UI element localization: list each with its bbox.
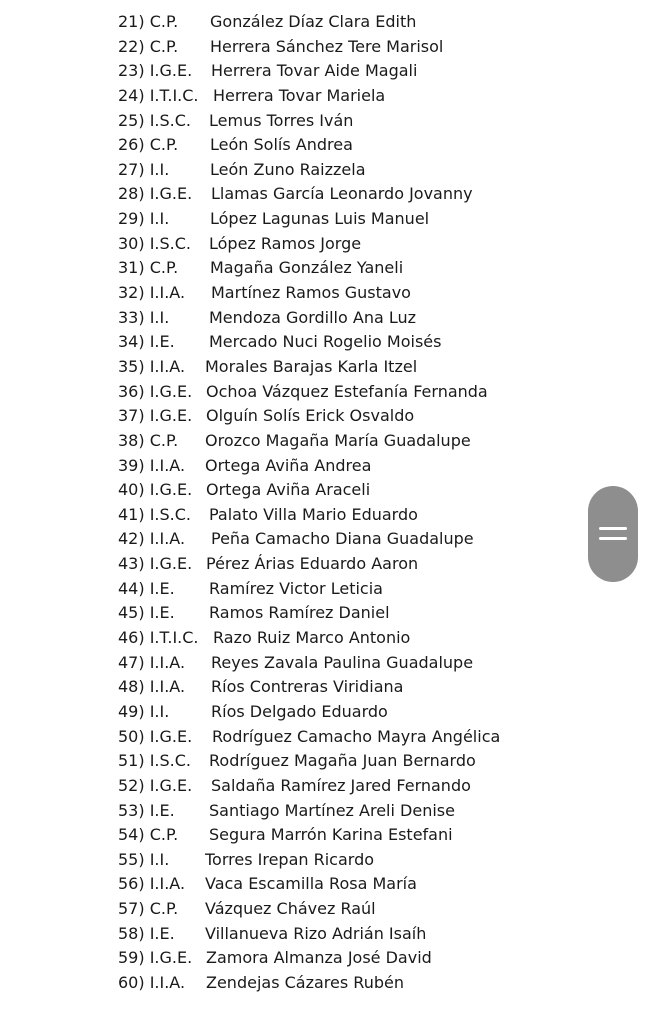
list-item — [0, 601, 646, 626]
entry-label: 27) I.I. — [118, 159, 170, 179]
entry-name: Ochoa Vázquez Estefanía Fernanda — [206, 381, 488, 401]
entry-label: 33) I.I. — [118, 307, 170, 327]
entry-label: 22) C.P. — [118, 36, 179, 56]
entry-label: 25) I.S.C. — [118, 110, 191, 130]
list-item — [0, 281, 646, 306]
entry-label: 28) I.G.E. — [118, 184, 193, 204]
list-item — [0, 503, 646, 528]
list-item — [0, 355, 646, 380]
entry-name: Pérez Árias Eduardo Aaron — [206, 554, 419, 574]
entry-label: 26) C.P. — [118, 135, 179, 155]
list-item — [0, 380, 646, 405]
entry-name: Martínez Ramos Gustavo — [211, 283, 411, 303]
list-item — [0, 897, 646, 922]
entry-label: 54) C.P. — [118, 825, 179, 845]
list-item — [0, 232, 646, 257]
entry-label: 45) I.E. — [118, 603, 175, 623]
list-item — [0, 700, 646, 725]
list-item — [0, 848, 646, 873]
entry-name: Saldaña Ramírez Jared Fernando — [211, 775, 471, 795]
entry-label: 34) I.E. — [118, 332, 175, 352]
entry-name: Llamas García Leonardo Jovanny — [211, 184, 473, 204]
list-item — [0, 774, 646, 799]
entry-label: 50) I.G.E. — [118, 726, 193, 746]
list-item — [0, 799, 646, 824]
entry-name: Orozco Magaña María Guadalupe — [205, 430, 471, 450]
list-item — [0, 133, 646, 158]
list-item — [0, 922, 646, 947]
scroll-handle[interactable] — [588, 486, 638, 582]
entry-label: 46) I.T.I.C. — [118, 628, 199, 648]
entry-name: Peña Camacho Diana Guadalupe — [211, 529, 474, 549]
entry-name: León Solís Andrea — [210, 135, 353, 155]
entry-label: 53) I.E. — [118, 800, 175, 820]
list-item — [0, 429, 646, 454]
list-item — [0, 749, 646, 774]
entry-label: 29) I.I. — [118, 209, 170, 229]
entry-name: Ortega Aviña Andrea — [205, 455, 372, 475]
list-item — [0, 626, 646, 651]
list-item — [0, 651, 646, 676]
entry-name: Razo Ruiz Marco Antonio — [213, 628, 411, 648]
entry-label: 44) I.E. — [118, 578, 175, 598]
list-item — [0, 454, 646, 479]
entry-label: 36) I.G.E. — [118, 381, 193, 401]
list-item — [0, 823, 646, 848]
entry-name: López Ramos Jorge — [209, 233, 362, 253]
entry-label: 24) I.T.I.C. — [118, 85, 199, 105]
entry-name: Palato Villa Mario Eduardo — [209, 504, 418, 524]
entry-label: 51) I.S.C. — [118, 751, 191, 771]
entry-label: 31) C.P. — [118, 258, 179, 278]
entry-name: Ramos Ramírez Daniel — [209, 603, 390, 623]
list-item — [0, 552, 646, 577]
entry-name: Reyes Zavala Paulina Guadalupe — [211, 652, 474, 672]
entry-label: 59) I.G.E. — [118, 948, 193, 968]
entry-name: Torres Irepan Ricardo — [205, 849, 375, 869]
entry-label: 42) I.I.A. — [118, 529, 186, 549]
list-item — [0, 35, 646, 60]
entry-name: Lemus Torres Iván — [209, 110, 354, 130]
entry-label: 47) I.I.A. — [118, 652, 186, 672]
entry-name: Vaca Escamilla Rosa María — [205, 874, 417, 894]
list-item — [0, 971, 646, 996]
entry-name: Mendoza Gordillo Ana Luz — [209, 307, 417, 327]
list-item — [0, 872, 646, 897]
entry-label: 52) I.G.E. — [118, 775, 193, 795]
student-list — [0, 10, 646, 996]
entry-name: Santiago Martínez Areli Denise — [209, 800, 455, 820]
entry-name: Ramírez Victor Leticia — [209, 578, 383, 598]
list-item — [0, 84, 646, 109]
entry-label: 35) I.I.A. — [118, 356, 186, 376]
entry-label: 30) I.S.C. — [118, 233, 191, 253]
list-item — [0, 109, 646, 134]
entry-label: 41) I.S.C. — [118, 504, 191, 524]
entry-name: Herrera Sánchez Tere Marisol — [210, 36, 444, 56]
entry-label: 48) I.I.A. — [118, 677, 186, 697]
entry-name: Olguín Solís Erick Osvaldo — [206, 406, 415, 426]
entry-name: Rodríguez Magaña Juan Bernardo — [209, 751, 476, 771]
drag-handle-icon — [599, 537, 627, 540]
list-item — [0, 207, 646, 232]
entry-label: 38) C.P. — [118, 430, 179, 450]
entry-name: López Lagunas Luis Manuel — [210, 209, 430, 229]
entry-label: 57) C.P. — [118, 899, 179, 919]
entry-name: Magaña González Yaneli — [210, 258, 404, 278]
list-item — [0, 182, 646, 207]
entry-name: Herrera Tovar Aide Magali — [211, 61, 418, 81]
entry-label: 39) I.I.A. — [118, 455, 186, 475]
entry-label: 56) I.I.A. — [118, 874, 186, 894]
list-item — [0, 725, 646, 750]
list-item — [0, 478, 646, 503]
entry-label: 49) I.I. — [118, 701, 170, 721]
entry-name: Rodríguez Camacho Mayra Angélica — [212, 726, 501, 746]
entry-label: 58) I.E. — [118, 923, 175, 943]
list-item — [0, 330, 646, 355]
entry-name: Morales Barajas Karla Itzel — [205, 356, 418, 376]
entry-name: Vázquez Chávez Raúl — [205, 899, 376, 919]
entry-name: Ríos Delgado Eduardo — [211, 701, 388, 721]
entry-name: León Zuno Raizzela — [210, 159, 366, 179]
entry-name: Herrera Tovar Mariela — [213, 85, 386, 105]
list-item — [0, 256, 646, 281]
entry-name: Segura Marrón Karina Estefani — [209, 825, 453, 845]
list-item — [0, 527, 646, 552]
list-item — [0, 404, 646, 429]
entry-label: 43) I.G.E. — [118, 554, 193, 574]
list-item — [0, 59, 646, 84]
list-item — [0, 946, 646, 971]
entry-label: 21) C.P. — [118, 12, 179, 31]
entry-label: 32) I.I.A. — [118, 283, 186, 303]
list-item — [0, 306, 646, 331]
entry-name: Zamora Almanza José David — [206, 948, 432, 968]
entry-name: Ortega Aviña Araceli — [206, 480, 371, 500]
entry-label: 55) I.I. — [118, 849, 170, 869]
entry-name: González Díaz Clara Edith — [210, 12, 417, 31]
entry-label: 23) I.G.E. — [118, 61, 193, 81]
entry-name: Mercado Nuci Rogelio Moisés — [209, 332, 442, 352]
entry-name: Ríos Contreras Viridiana — [211, 677, 404, 697]
list-item — [0, 10, 646, 35]
entry-label: 60) I.I.A. — [118, 972, 186, 992]
list-item — [0, 577, 646, 602]
list-item — [0, 675, 646, 700]
entry-name: Villanueva Rizo Adrián Isaíh — [205, 923, 427, 943]
drag-handle-icon — [599, 527, 627, 530]
entry-label: 40) I.G.E. — [118, 480, 193, 500]
entry-name: Zendejas Cázares Rubén — [206, 972, 404, 992]
entry-label: 37) I.G.E. — [118, 406, 193, 426]
list-item — [0, 158, 646, 183]
